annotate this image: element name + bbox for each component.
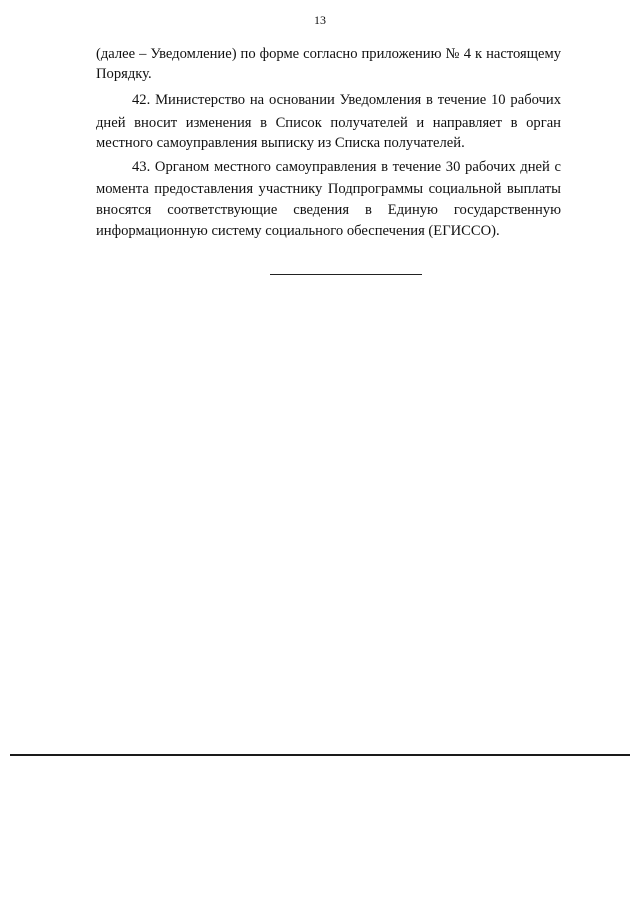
- text-line-2: Порядку.: [96, 66, 152, 82]
- text-line-8: вносятся соответствующие сведения в Единую государственную: [96, 202, 561, 218]
- text-line-1: (далее – Уведомление) по форме согласно приложению № 4 к настоящему: [96, 46, 561, 62]
- page-number: 13: [314, 13, 326, 27]
- text-line-4: дней вносит изменения в Список получателей и направляет в орган: [96, 115, 561, 131]
- text-line-5: местного самоуправления выписку из Списка получателей.: [96, 135, 465, 151]
- footer-rule: [10, 754, 630, 756]
- section-separator: [270, 274, 422, 275]
- text-line-7: момента предоставления участнику Подпрограммы социальной выплаты: [96, 181, 561, 197]
- text-line-3: 42. Министерство на основании Уведомления в течение 10 рабочих: [132, 92, 561, 108]
- text-line-9: информационную систему социального обеспечения (ЕГИССО).: [96, 223, 500, 239]
- text-line-6: 43. Органом местного самоуправления в течение 30 рабочих дней с: [132, 159, 561, 175]
